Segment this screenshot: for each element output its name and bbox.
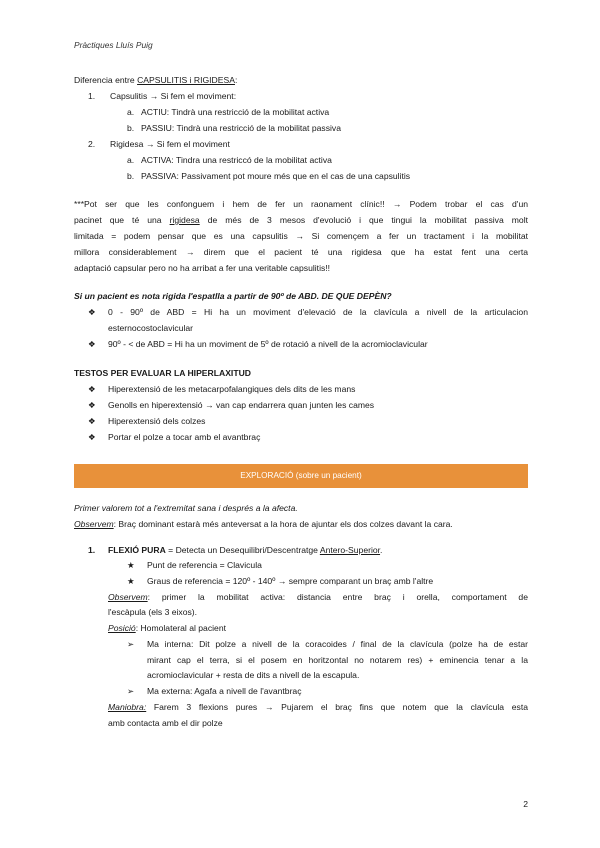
page-number: 2	[523, 799, 528, 809]
list-item: ❖ Hiperextensió de les metacarpofalangiques dels dits de les mans	[88, 384, 356, 394]
page-header: Pràctiques Lluís Puig	[74, 40, 153, 50]
observem-line: l'escàpula (els 3 eixos).	[108, 607, 198, 617]
list-item-text: Ma interna: Dit polze a nivell de la coracoides / final de la clavícula (polze ha de estar	[147, 639, 528, 649]
intro-line: Primer valorem tot a l'extremitat sana i després a la afecta.	[74, 503, 298, 513]
flexio-title: 1. FLEXIÓ PURA = Detecta un Desequilibri/Descentratge Antero-Superior.	[88, 545, 383, 555]
list-item: ❖ 90º - < de ABD = Hi ha un moviment de 5º de rotació a nivell de la acromioclavicular	[88, 339, 428, 349]
list-item: b. PASSIVA: Passivament pot moure més que en el cas de una capsulitis	[127, 171, 411, 181]
arrow-bullet-icon: ➢	[127, 686, 135, 696]
paragraph-line: ***Pot ser que les confonguem i hem de fer un raonament clínic!! → Podem trobar el cas d'un	[74, 199, 528, 209]
list-item-text: mirant cap el terra, si el posem en horitzontal no notarem res) + eminencia tenar a la	[147, 655, 528, 665]
list-item: b. PASSIU: Tindrà una restricció de la mobilitat passiva	[127, 123, 341, 133]
posicio-line: Posició: Homolateral al pacient	[108, 623, 226, 633]
list-item	[88, 307, 102, 318]
list-item: ❖ Genolls en hiperextensió → van cap endarrera quan junten les cames	[88, 400, 375, 410]
paragraph-line: pacinet que té una rigidesa de més de 3 mesos d'evolució i que tingui la mobilitat passiva molt	[74, 215, 528, 225]
paragraph-line: limitada = podem pensar que es una capsulitis → Si començem a fer un tractament i la mobilitat	[74, 231, 528, 241]
star-icon: ★	[127, 560, 135, 570]
diamond-icon: ❖	[88, 307, 96, 317]
star-icon: ★	[127, 576, 135, 586]
diamond-icon: ❖	[88, 432, 96, 442]
diamond-icon: ❖	[88, 339, 96, 349]
list-item: ★ Punt de referencia = Clavicula	[127, 560, 262, 570]
question-title: Si un pacient es nota rigida l'espatlla a partir de 90º de ABD. DE QUE DEPÈN?	[74, 291, 392, 301]
arrow-bullet-icon: ➢	[127, 639, 135, 649]
section-title: TESTOS PER EVALUAR LA HIPERLAXITUD	[74, 368, 251, 378]
list-item-text: acromioclavicular + resta de dits a nivell de la escapula.	[147, 670, 360, 680]
list-item: 2. Rigidesa → Si fem el moviment	[88, 139, 230, 149]
list-item: 1. Capsulitis → Si fem el moviment:	[88, 91, 237, 101]
section-banner: EXPLORACIÓ (sobre un pacient)	[74, 464, 528, 488]
observem-line: Observem: Braç dominant estarà més anteversat a la hora de ajuntar els dos colzes davant la cara.	[74, 519, 453, 529]
diamond-icon: ❖	[88, 400, 96, 410]
list-item: ➢ Ma externa: Agafa a nivell de l'avantbraç	[127, 686, 302, 696]
list-item-text: 0 - 90º de ABD = Hi ha un moviment d'elevació de la clavícula a nivell de la articulacion	[108, 307, 528, 317]
maniobra-line: Maniobra: Farem 3 flexions pures → Pujarem el braç fins que notem que la clavícula esta	[108, 702, 528, 712]
list-item	[127, 639, 147, 650]
list-item: a. ACTIU: Tindrà una restricció de la mobilitat activa	[127, 107, 330, 117]
list-item: ❖ Portar el polze a tocar amb el avantbraç	[88, 432, 261, 442]
list-item-text: esternocostoclavicular	[108, 323, 194, 333]
paragraph-line: millora considerablement → direm que el pacient té una rigidesa que ha estat fent una certa	[74, 247, 528, 257]
diff-intro: Diferencia entre CAPSULITIS i RIGIDESA:	[74, 75, 238, 85]
list-item: ★ Graus de referencia = 120º - 140º → sempre comparant un braç amb l'altre	[127, 576, 434, 586]
list-item: ❖ Hiperextensió dels colzes	[88, 416, 206, 426]
observem-line: Observem: primer la mobilitat activa: distancia entre braç i orella, comportament de	[108, 592, 528, 602]
paragraph-line: adaptació capsular pero no ha arribat a fer una veritable capsulitis!!	[74, 263, 331, 273]
diamond-icon: ❖	[88, 416, 96, 426]
list-item: a. ACTIVA: Tindra una restriccó de la mobilitat activa	[127, 155, 332, 165]
maniobra-line: amb contacta amb el dir polze	[108, 718, 223, 728]
diamond-icon: ❖	[88, 384, 96, 394]
